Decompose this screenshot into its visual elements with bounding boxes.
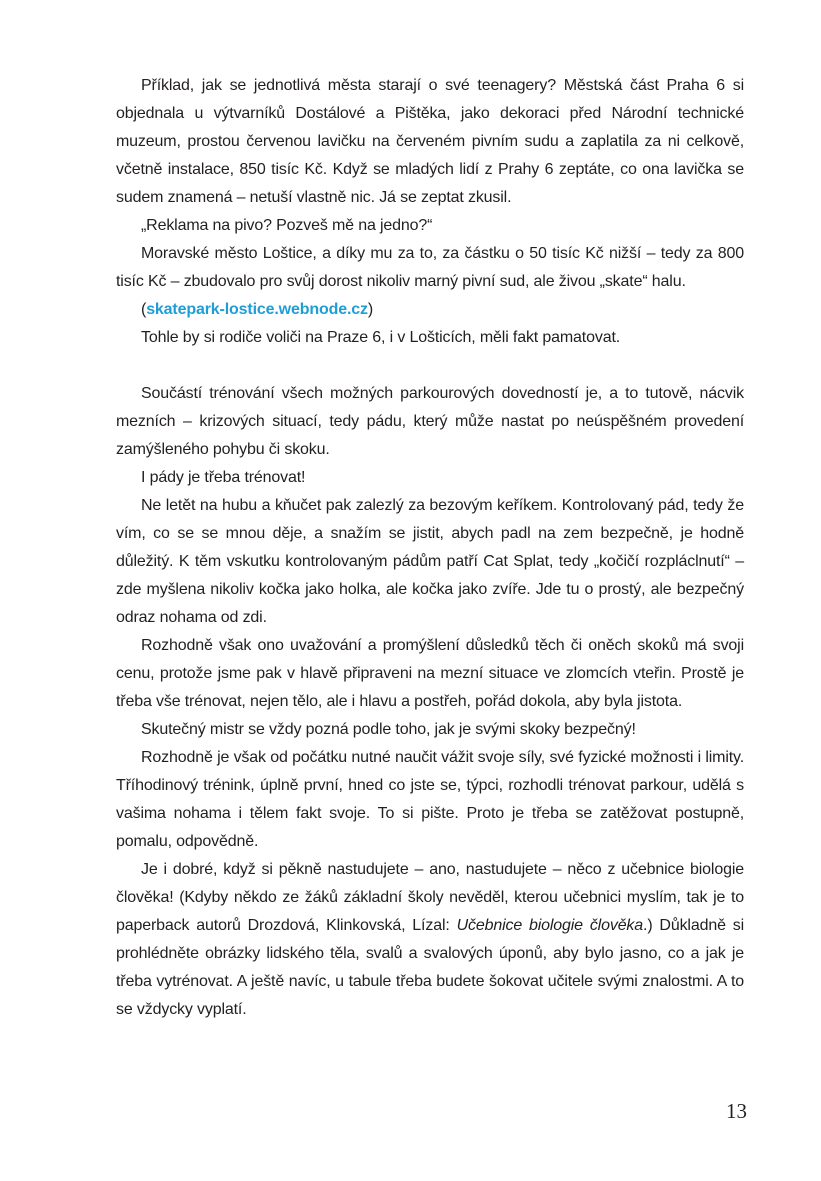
paragraph-text: ) [367,301,374,318]
page-number: 13 [726,1099,747,1123]
paragraph [116,72,744,212]
website-link[interactable]: skatepark-lostice.webnode.cz [146,301,368,318]
paragraph [116,464,744,492]
paragraph [116,380,744,464]
paragraph-text: Je i dobré, když si pěkně nastudujete – ano, nastudujete – něco z učebnice biologie člověka! (Kdyby někdo ze žáků základní školy nevěděl, kterou učebnici myslím, tak je to paperback autorů Drozdová, Klinkovská, Lízal: [116,861,744,934]
paragraph-text: Rozhodně však ono uvažování a promýšlení důsledků těch či oněch skoků má svoji cenu, protože jsme pak v hlavě připraveni na mezní situace ve zlomcích vteřin. Prostě je třeba vše trénovat, nejen tělo, ale i hlavu a postřeh, pořád dokola, aby byla jistota. [116,637,744,710]
paragraph-text: ( [141,301,147,318]
paragraph-text: I pády je třeba trénovat! [141,469,306,486]
paragraph [116,856,744,1024]
paragraph-text: Rozhodně je však od počátku nutné naučit vážit svoje síly, své fyzické možnosti i limity. Tříhodinový trénink, úplně první, hned co jste se, týpci, rozhodli trénovat parkour, udělá s vašima nohama i tělem fakt svoje. To si pište. Proto je třeba se zatěžovat postupně, pomalu, odpovědně. [116,749,744,850]
paragraph [116,492,744,632]
paragraph [116,716,744,744]
paragraph [116,324,744,352]
paragraph [116,744,744,856]
paragraph-text: Skutečný mistr se vždy pozná podle toho, jak je svými skoky bezpečný! [141,721,636,738]
paragraph-text: „Reklama na pivo? Pozveš mě na jedno?“ [141,217,433,234]
paragraph-text: .) Důkladně si prohlédněte obrázky lidského těla, svalů a svalových úponů, aby bylo jasno, co a jak je třeba vytrénovat. A ještě navíc, u tabule třeba budete šokovat učitele svými znalostmi. A to se vždycky vyplatí. [116,917,744,1018]
paragraph-text: Příklad, jak se jednotlivá města starají o své teenagery? Městská část Praha 6 si objednala u výtvarníků Dostálové a Pištěka, jako dekoraci před Národní technické muzeum, prostou červenou lavičku na červeném pivním sudu a zaplatila za ni celkově, včetně instalace, 850 tisíc Kč. Když se mladých lidí z Prahy 6 zeptáte, co ona lavička se sudem znamená – netuší vlastně nic. Já se zeptat zkusil. [116,77,744,206]
paragraph-text: Tohle by si rodiče voliči na Praze 6, i v Lošticích, měli fakt pamatovat. [141,329,621,346]
paragraph [116,632,744,716]
paragraph-text: Součástí trénování všech možných parkourových dovedností je, a to tutově, nácvik mezních – krizových situací, tedy pádu, který může nastat po neúspěšném provedení zamýšleného pohybu či skoku. [116,385,744,458]
paragraph [116,240,744,296]
book-title: Učebnice biologie člověka [456,917,644,934]
paragraph-text: Moravské město Loštice, a díky mu za to, za částku o 50 tisíc Kč nižší – tedy za 800 tisíc Kč – zbudovalo pro svůj dorost nikoliv marný pivní sud, ale živou „skate“ halu. [116,245,744,290]
paragraph [116,212,744,240]
paragraph [116,296,744,324]
paragraph-text: Ne letět na hubu a kňučet pak zalezlý za bezovým keříkem. Kontrolovaný pád, tedy že vím, co se se mnou děje, a snažím se jistit, abych padl na zem bezpečně, je hodně důležitý. K těm vskutku kontrolovaným pádům patří Cat Splat, tedy „kočičí rozpláclnutí“ – zde myšlena nikoliv kočka jako holka, ale kočka jako zvíře. Jde tu o prostý, ale bezpečný odraz nohama od zdi. [116,497,744,626]
page-body [116,72,744,1024]
